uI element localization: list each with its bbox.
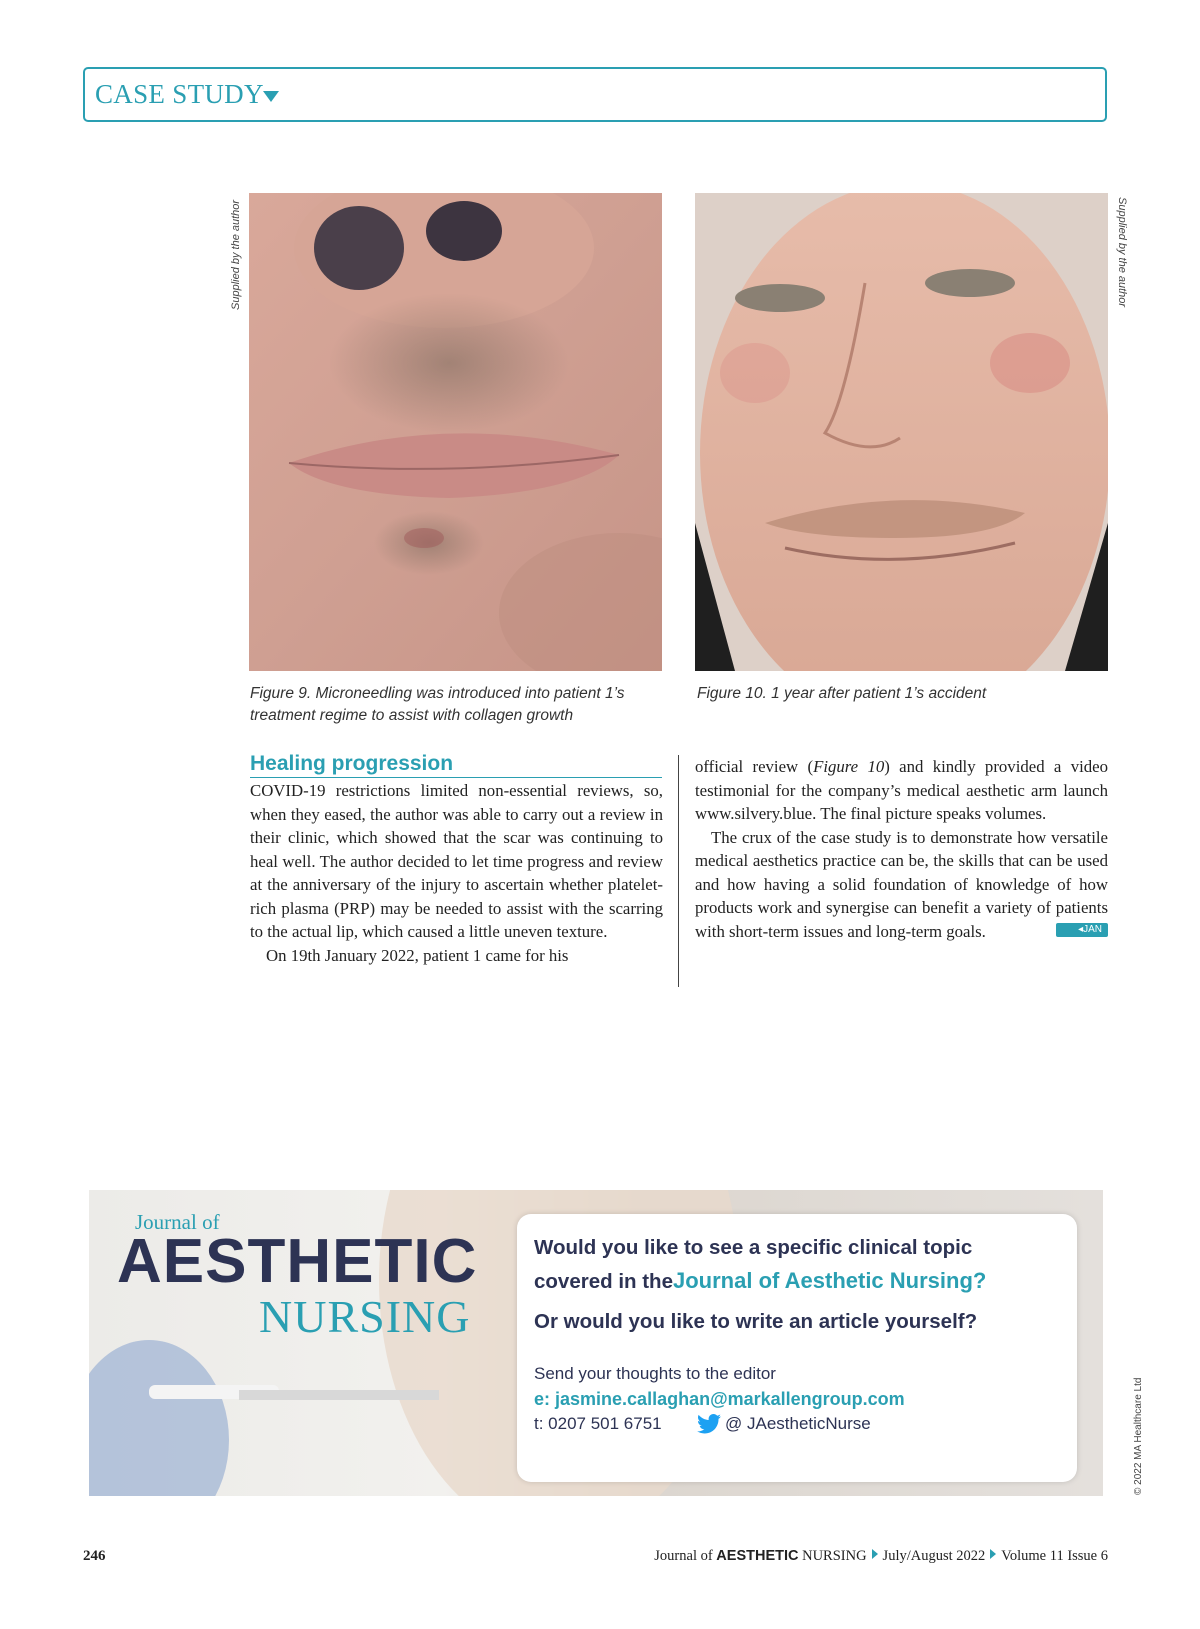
text-run: ) and kindly provided a video testimonial for the company’s medical aesthetic arm launch www.silvery.blue. The final picture speaks volumes. <box>695 757 1108 823</box>
article-paragraph <box>695 755 1108 826</box>
running-footer <box>654 1548 1108 1565</box>
section-header <box>83 67 1107 122</box>
end-mark-label: JAN <box>1083 923 1102 935</box>
figure-9-caption-line2: treatment regime to assist with collagen growth <box>250 707 574 724</box>
ad-twitter-handle[interactable]: @ JAestheticNurse <box>725 1414 871 1433</box>
ad-question-1: Would you like to see a specific clinical topic <box>534 1236 973 1259</box>
figure-10-credit: Supplied by the author <box>1116 197 1128 308</box>
page-number: 246 <box>83 1548 106 1564</box>
end-of-article-mark: ◂JAN <box>1056 923 1108 937</box>
footer-journal-suffix: NURSING <box>802 1548 867 1564</box>
article-paragraph <box>695 826 1108 944</box>
text-run: The crux of the case study is to demonstrate how versatile medical aesthetics practice can be, the skills that can be used and how having a solid foundation of knowledge of how products work and synergise can benefit a variety of patients with short-term issues and long-term goals. <box>695 827 1108 941</box>
article-left-column <box>250 779 663 967</box>
twitter-icon <box>697 1414 721 1434</box>
article-right-column <box>695 755 1108 943</box>
triangle-down-icon <box>263 91 279 102</box>
section-heading: Healing progression <box>250 751 662 778</box>
figure-9-photo <box>249 193 662 671</box>
figure-9-credit: Supplied by the author <box>230 199 242 310</box>
figure-10-caption: Figure 10. 1 year after patient 1’s accident <box>697 685 987 702</box>
article-paragraph: On 19th January 2022, patient 1 came for his <box>266 945 569 965</box>
ad-phone: t: 0207 501 6751 <box>534 1414 662 1433</box>
ad-send-text: Send your thoughts to the editor <box>534 1364 776 1383</box>
figure-9-caption-line1: Figure 9. Microneedling was introduced into patient 1’s <box>250 685 625 702</box>
ad-logo-nursing: NURSING <box>259 1291 471 1342</box>
footer-volume: Volume 11 Issue 6 <box>1001 1548 1108 1564</box>
article-paragraph: COVID-19 restrictions limited non-essential reviews, so, when they eased, the author was able to carry out a review in their clinic, which showed that the scar was continuing to heal well. The author decided to let time progress and review at the anniversary of the injury to ascertain whether platelet-rich plasma (PRP) may be needed to assist with the scarring to the actual lip, which caused a little uneven texture. <box>250 781 663 941</box>
ad-contact-card <box>517 1214 1077 1482</box>
footer-issue-date: July/August 2022 <box>882 1548 986 1564</box>
text-run: official review ( <box>695 757 814 776</box>
journal-advertisement <box>89 1190 1103 1496</box>
footer-journal-bold: AESTHETIC <box>716 1548 799 1564</box>
ad-question-2-text: covered in the <box>534 1270 673 1293</box>
ad-question-3: Or would you like to write an article yourself? <box>534 1310 978 1333</box>
ad-question-2 <box>534 1268 986 1294</box>
footer-journal-prefix: Journal of <box>654 1548 713 1564</box>
figure-reference: Figure 10 <box>813 757 885 776</box>
figure-9-caption <box>250 683 670 727</box>
triangle-right-icon <box>990 1549 996 1559</box>
triangle-right-icon <box>872 1549 878 1559</box>
ad-journal-name: Journal of Aesthetic Nursing? <box>673 1268 987 1293</box>
section-label: CASE STUDY <box>95 79 264 109</box>
copyright-notice: © 2022 MA Healthcare Ltd <box>1133 1377 1144 1495</box>
ad-email-link[interactable]: e: jasmine.callaghan@markallengroup.com <box>534 1389 905 1409</box>
ad-logo-aesthetic: AESTHETIC <box>117 1227 478 1296</box>
ad-logo-journal-of: Journal of <box>135 1210 220 1234</box>
figure-10-photo <box>695 193 1108 671</box>
column-divider <box>678 755 679 987</box>
